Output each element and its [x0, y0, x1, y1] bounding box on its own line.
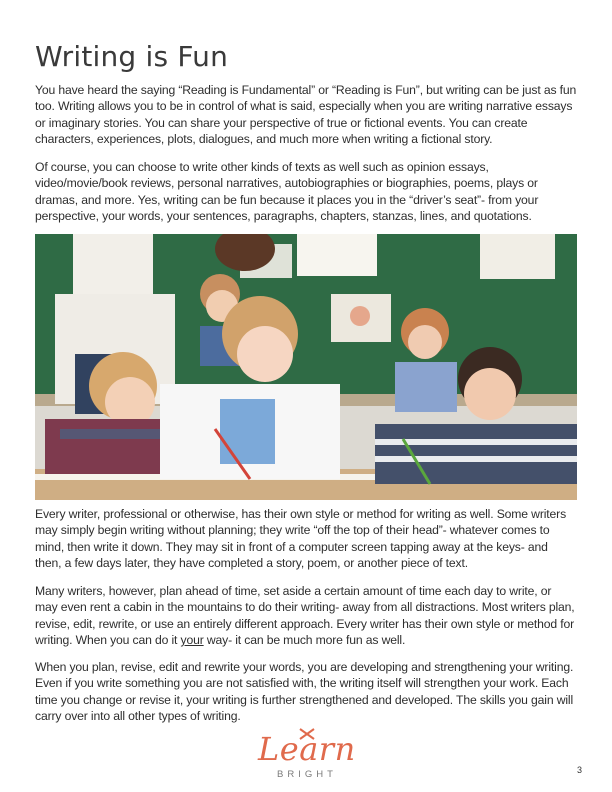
page-title: Writing is Fun [35, 40, 229, 73]
emphasized-word: your [180, 632, 204, 647]
paragraph-planning-part1: Many writers, however, plan ahead of time, set aside a certain amount of time each day to write, or may even rent a cabin in the mountains to do their writing- away from all distractions. Most writers plan, revise, edit, rewrite, or use an entirely different approach. Every writer has their own style or method for writing. When you can do it [35, 584, 575, 647]
paragraph-intro: You have heard the saying “Reading is Fundamental” or “Reading is Fun”, but writing can be just as fun too. Writing allows you to be in control of what is said, especially when you are writing narrative essays or imaginary stories. You can share your perspective of true or fictional events. You can create characters, experiences, plots, dialogues, and much more when writing a fictional story. [35, 83, 577, 146]
page-number: 3 [576, 765, 582, 775]
paragraph-text-types: Of course, you can choose to write other kinds of texts as well such as opinion essays, video/movie/book reviews, personal narratives, autobiographies or biographies, poems, plays or dramas, and more. Yes, writing can be fun because it places you in the “driver’s seat”- from your perspective, your words, your sentences, paragraphs, chapters, stanzas, lines, and quotations. [35, 160, 539, 223]
logo-subword: BRIGHT [277, 769, 337, 780]
paragraph-planning [35, 583, 577, 648]
paragraph-writing-styles: Every writer, professional or otherwise, has their own style or method for writing as well. Some writers may simply begin writing without planning; they write “off the top of their head”- whatever comes to mind, then write it down. They may sit in front of a computer screen tapping away at the keys- and then, a few days later, they have completed a story, poem, or another piece of text. [35, 507, 567, 570]
paragraph-planning-part2: way- it can be much more fun as well. [203, 632, 406, 647]
logo-word: Learn [258, 730, 356, 768]
classroom-photo [35, 234, 577, 500]
learn-bright-logo [252, 727, 362, 787]
paragraph-revising: When you plan, revise, edit and rewrite your words, you are developing and strengthening your writing. Even if you write something you are not satisfied with, the writing itself will strengthen your work. Each time you change or revise it, your writing is further strengthened and developed. The skills you gain will carry over into all other types of writing. [35, 660, 574, 723]
